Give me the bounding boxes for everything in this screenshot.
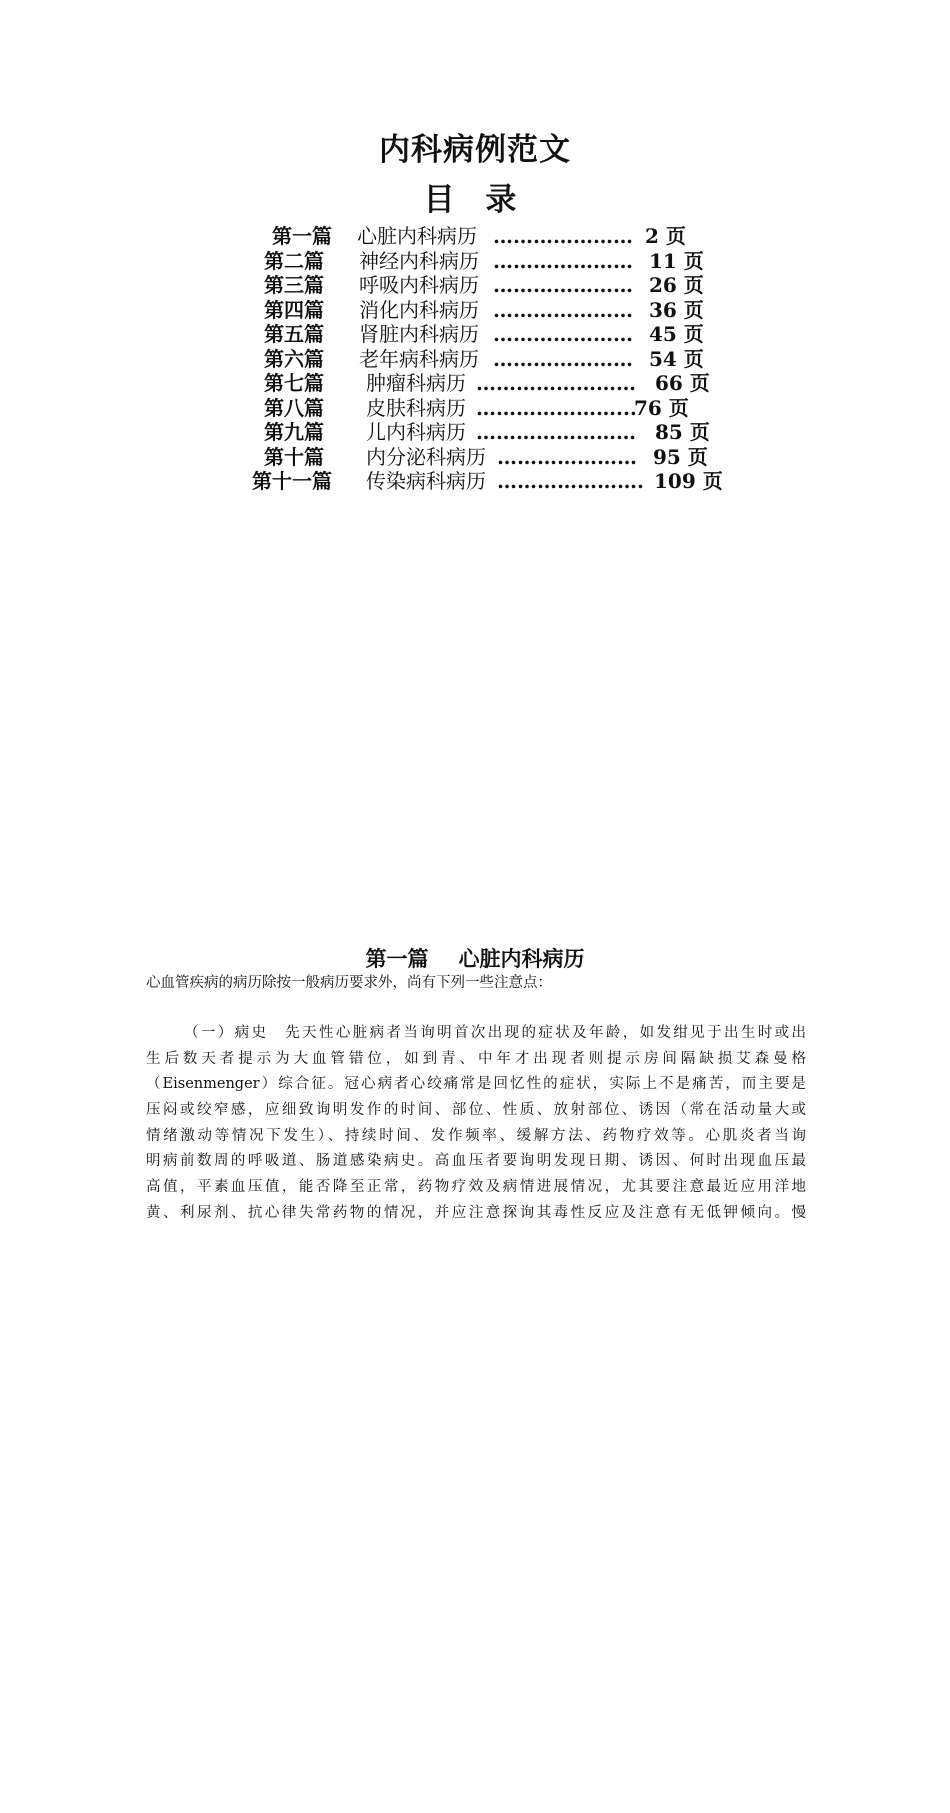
toc-entry-num: 第二篇	[264, 248, 324, 273]
toc-entry-dots: ………………….	[497, 469, 644, 493]
paragraph-line: 情绪激动等情况下发生）、持续时间、发作频率、缓解方法、药物疗效等。心肌炎者当询	[146, 1127, 806, 1144]
toc-entry-num: 第四篇	[264, 297, 324, 322]
toc-entry-num: 第五篇	[264, 322, 324, 346]
toc-entry-page: 109 页	[654, 469, 723, 493]
toc-entry-page: 36 页	[649, 297, 704, 322]
paragraph-line: （Eisenmenger）综合征。冠心病者心绞痛常是回忆性的症状，实际上不是痛苦，而主要是	[146, 1076, 806, 1093]
toc-entry-title: 消化内科病历	[359, 297, 479, 322]
toc-entry-title: 神经内科病历	[359, 248, 479, 273]
toc-entry-title: 呼吸内科病历	[359, 273, 479, 297]
body-paragraph	[146, 1021, 806, 1227]
toc-entry	[0, 224, 950, 249]
chapter-intro: 心血管疾病的病历除按一般病历要求外，尚有下列一些注意点：	[146, 975, 552, 991]
toc-entry-dots: ……………………	[476, 420, 636, 444]
toc-entry-page: 2 页	[645, 224, 686, 248]
toc-entry	[0, 469, 950, 494]
toc-entry	[0, 347, 950, 372]
toc-entry-dots: …………………	[493, 297, 633, 322]
toc-entry-dots: ……………………	[476, 371, 636, 395]
toc-entry-title: 心脏内科病历	[357, 224, 477, 248]
paragraph-line: 明病前数周的呼吸道、肠道感染病史。高血压者要询明发现日期、诱因、何时出现血压最	[146, 1153, 806, 1170]
chapter-name: 心脏内科病历	[458, 946, 585, 971]
toc-entry	[0, 298, 950, 323]
toc-entry-num: 第十篇	[264, 444, 324, 469]
toc-entry-dots: …………………...	[476, 395, 637, 420]
toc-entry-title: 儿内科病历	[366, 420, 466, 444]
toc-entry-page: 85 页	[655, 420, 710, 444]
toc-entry-page: 76 页	[634, 395, 689, 420]
paragraph-line: 高值，平素血压值，能否降至正常，药物疗效及病情进展情况，尤其要注意最近应用洋地	[146, 1179, 806, 1196]
chapter-title	[0, 944, 950, 974]
paragraph-line: 生后数天者提示为大血管错位，如到青、中年才出现者则提示房间隔缺损艾森曼格	[146, 1050, 806, 1067]
toc-entry-num: 第三篇	[264, 273, 324, 297]
toc-entry-dots: …………………	[493, 248, 633, 273]
toc-entry-title: 内分泌科病历	[366, 444, 486, 469]
toc-entry	[0, 445, 950, 470]
toc-entry	[0, 420, 950, 445]
toc-entry	[0, 371, 950, 396]
toc-entry-page: 11 页	[649, 248, 704, 273]
toc-entry-dots: …………………	[493, 322, 633, 346]
toc-entry-num: 第七篇	[264, 371, 324, 395]
toc-entry-title: 传染病科病历	[366, 469, 486, 493]
toc-entry	[0, 273, 950, 298]
toc-entry-title: 皮肤科病历	[366, 395, 466, 420]
paragraph-line: （一）病史 先天性心脏病者当询明首次出现的症状及年龄，如发绀见于出生时或出	[184, 1025, 806, 1041]
toc-entry-dots: …………………	[493, 346, 633, 371]
toc-entry-dots: …………………	[497, 444, 637, 469]
toc-entry-page: 45 页	[649, 322, 704, 346]
toc-entry-num: 第九篇	[264, 420, 324, 444]
toc-entry-num: 第十一篇	[252, 469, 332, 493]
toc-entry-title: 肾脏内科病历	[359, 322, 479, 346]
document-title: 内科病例范文	[379, 132, 571, 168]
toc-entry-dots: …………………	[493, 273, 633, 297]
toc-entry	[0, 249, 950, 274]
chapter-number: 第一篇	[365, 946, 429, 971]
toc-entry-num: 第一篇	[272, 224, 332, 248]
toc-entry-num: 第六篇	[264, 346, 324, 371]
paragraph-line: 压闷或绞窄感，应细致询明发作的时间、部位、性质、放射部位、诱因（常在活动量大或	[146, 1102, 806, 1119]
toc-entry-title: 肿瘤科病历	[366, 371, 466, 395]
toc-entry	[0, 396, 950, 421]
toc-heading: 目 录	[423, 182, 527, 218]
toc-entry-num: 第八篇	[264, 395, 324, 420]
toc-entry-page: 66 页	[655, 371, 710, 395]
toc-entry-page: 95 页	[653, 444, 708, 469]
paragraph-line: 黄、利尿剂、抗心律失常药物的情况，并应注意探询其毒性反应及注意有无低钾倾向。慢	[146, 1204, 806, 1221]
toc-entry-page: 54 页	[649, 346, 704, 371]
toc-entry-title: 老年病科病历	[359, 346, 479, 371]
toc-entry-page: 26 页	[649, 273, 704, 297]
toc-entry-dots: …………………	[493, 224, 633, 248]
toc-entry	[0, 322, 950, 347]
